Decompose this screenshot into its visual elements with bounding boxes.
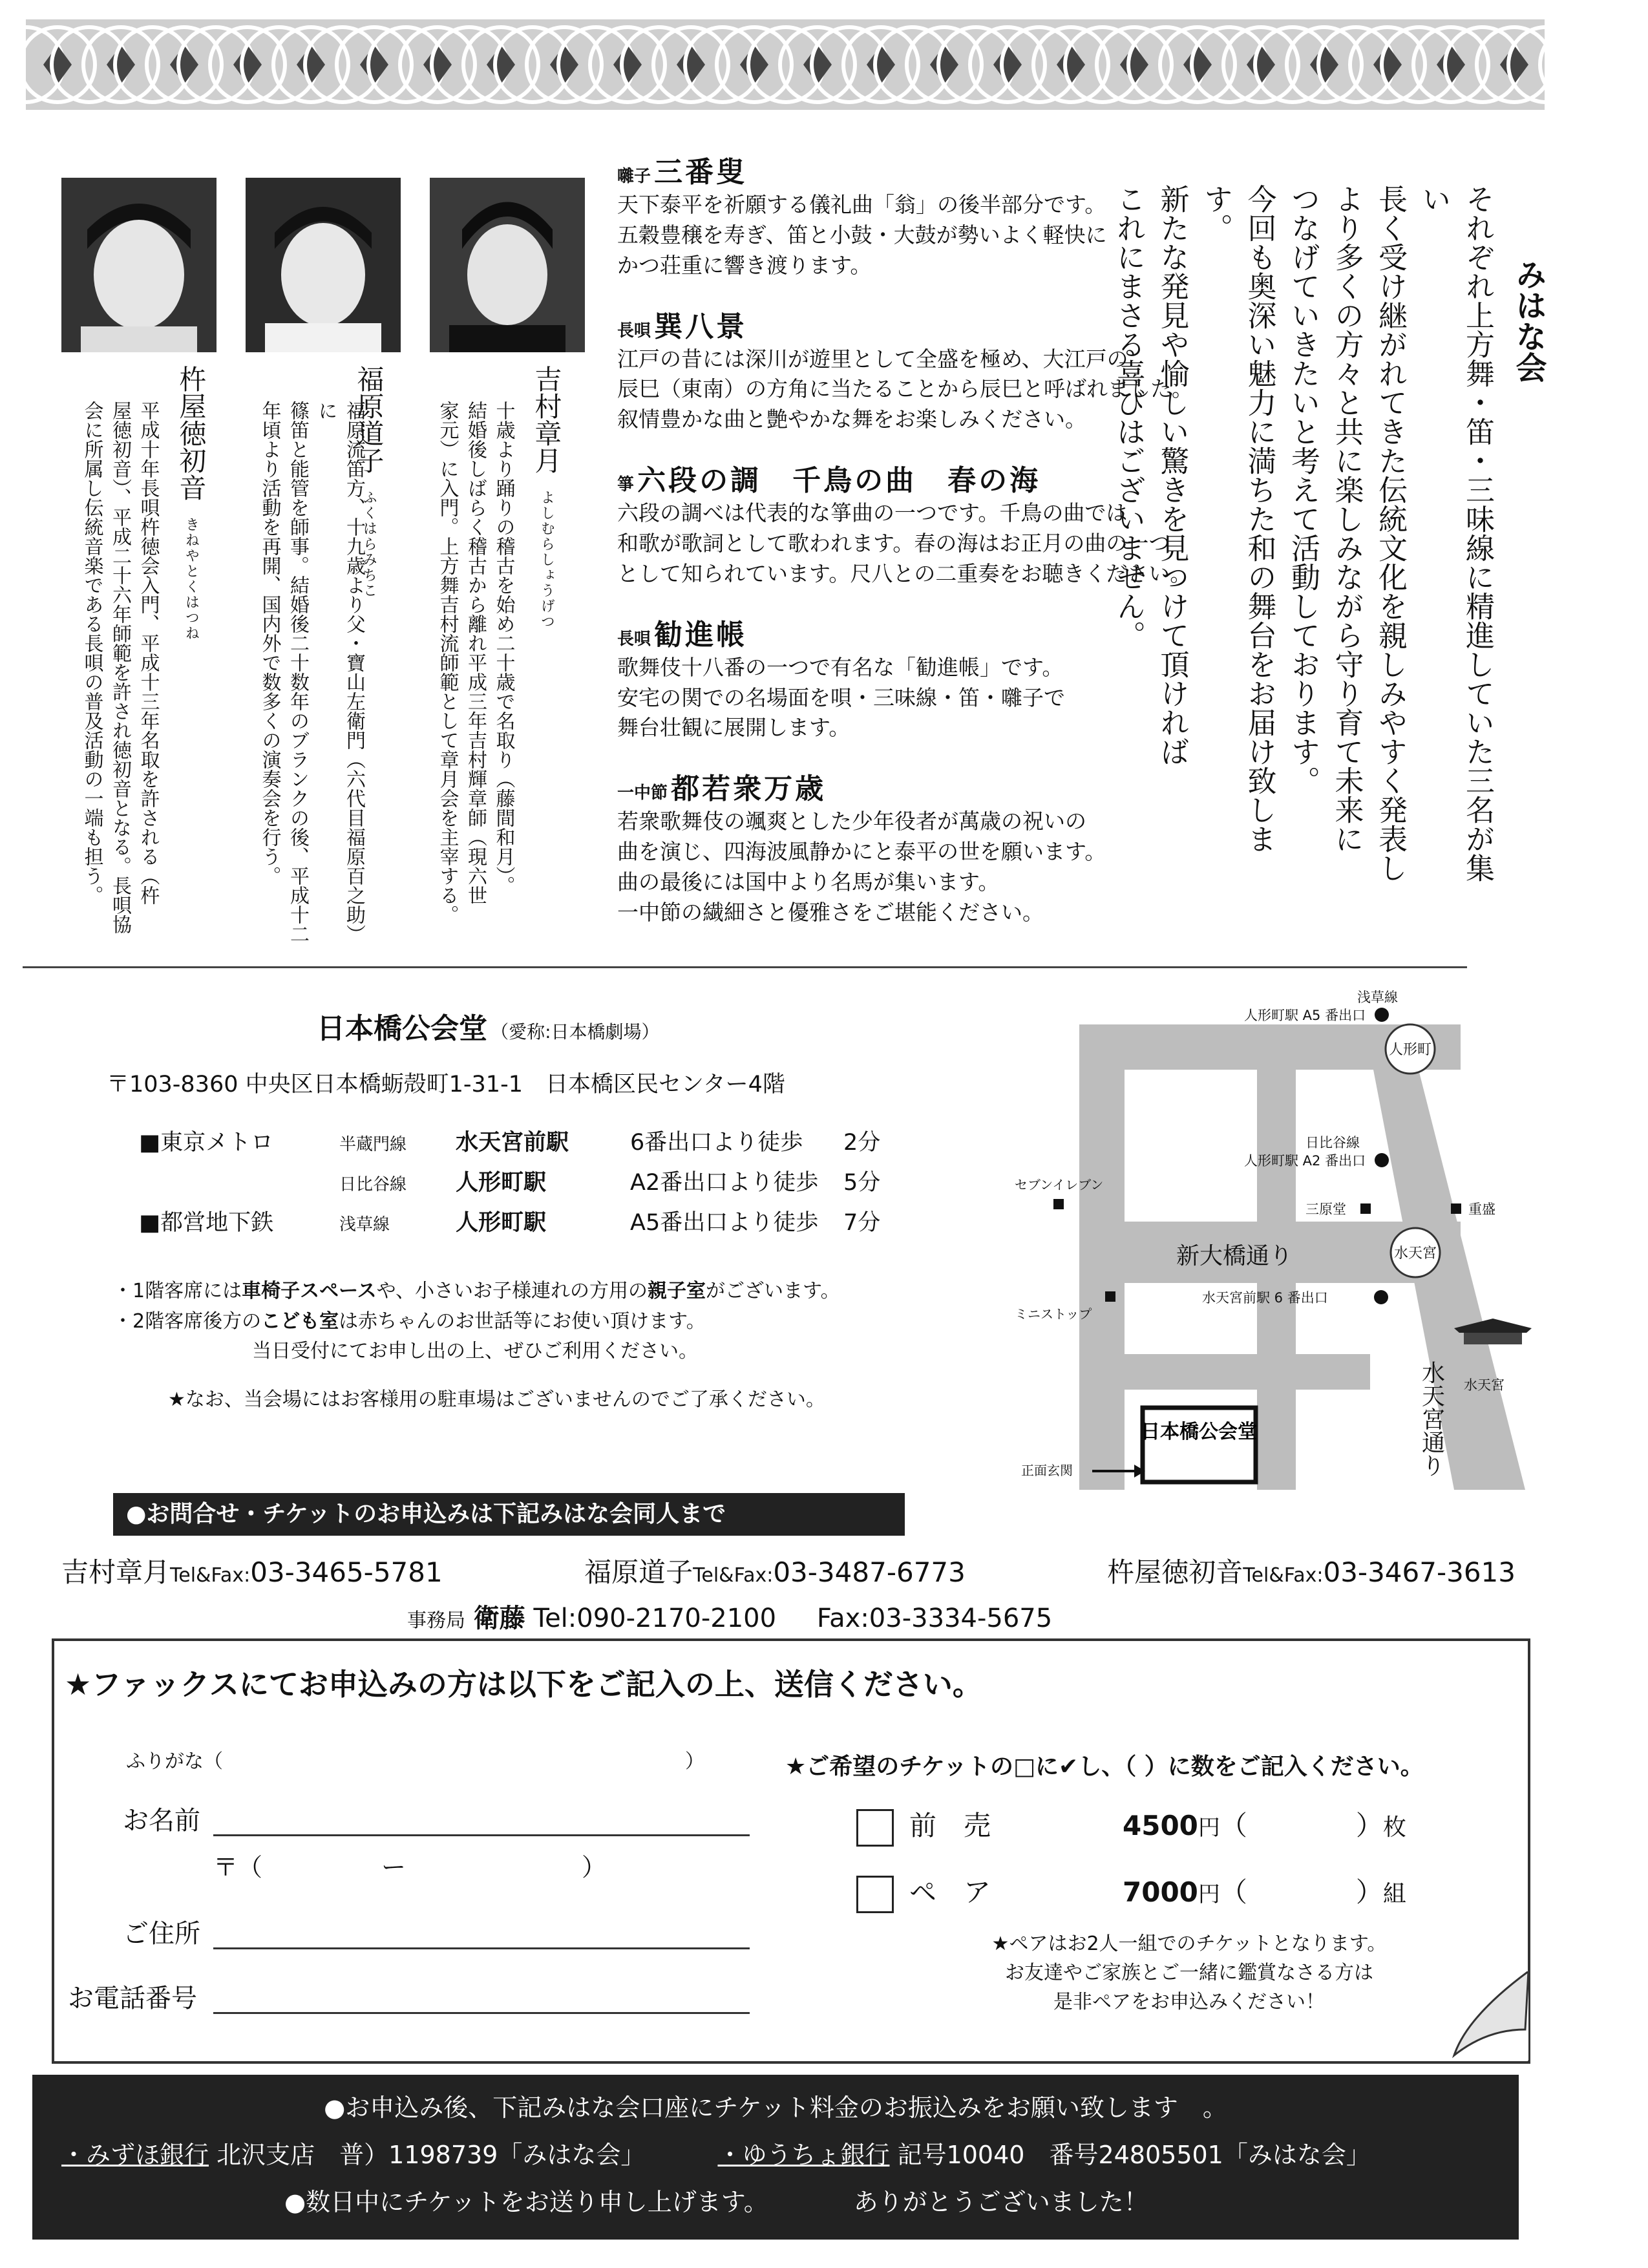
portrait-kineya bbox=[61, 178, 217, 352]
performer-reading: よしむらしょうげつ bbox=[538, 490, 555, 630]
address-label: ご住所 bbox=[123, 1919, 200, 1949]
minahakai-message: それぞれ上方舞・笛・三味線に精進していた三名が集い 長く受け継がれてきた伝統文化を親しみやすく発表し より多くの方々と共に楽しみながら守り育て未来に つなげていきたいと考えて活動しております。 今回も奥深い魅力に満ちた和の舞台をお届け致します。 新たな発見や愉しい驚きを見つけて頂ければ これにまさる喜びはございません。 bbox=[1112, 184, 1495, 882]
svg-text:水天宮: 水天宮 bbox=[1393, 1245, 1437, 1262]
performer-bio: 平成十年長唄杵徳会入門、平成十三年名取を許される（杵 屋徳初音）、平成二十六年師範を許され徳初音となる。長唄協 会に所属し伝統音楽である長唄の普及活動の一端も担う。 bbox=[80, 401, 160, 934]
portrait-yoshimura bbox=[430, 178, 585, 352]
store-marker bbox=[1053, 1199, 1064, 1209]
bank-accounts: ・みずほ銀行 北沢支店 普）1198739「みはな会」 ・ゆうちょ銀行 記号10040 番号24805501「みはな会」 bbox=[61, 2141, 1371, 2169]
program-title: 巽八景 bbox=[654, 310, 748, 343]
map-label: 日比谷線 bbox=[1305, 1135, 1360, 1150]
program-item: 箏 六段の調 千鳥の曲 春の海 六段の調べは代表的な箏曲の一つです。千鳥の曲では 和歌が歌詞として歌われます。春の海はお正月の曲の一つ として知られています。尺八との二重奏をお聴きください。 bbox=[617, 464, 1192, 586]
store-marker bbox=[1451, 1203, 1461, 1214]
hall-building bbox=[1141, 1408, 1257, 1482]
program-title: 勧進帳 bbox=[654, 618, 748, 652]
contact-people bbox=[61, 1551, 1516, 1590]
ticket-checkbox[interactable] bbox=[856, 1876, 894, 1913]
map-label: 人形町駅 A2 番出口 bbox=[1244, 1153, 1366, 1169]
map-label: セブンイレブン bbox=[1015, 1177, 1104, 1192]
road-label: 新大橋通り bbox=[1176, 1243, 1293, 1269]
contact-header: ●お問合せ・チケットのお申込みは下記みはな会同人まで bbox=[113, 1493, 905, 1536]
svg-text:人形町: 人形町 bbox=[1388, 1042, 1432, 1058]
program-item: 長唄 巽八景 江戸の昔には深川が遊里として全盛を極め、大江戸の 辰巳（東南）の方角に当たることから辰巳と呼ばれました。 叙情豊かな曲と艶やかな舞をお楽しみください。 bbox=[617, 310, 1193, 432]
access-row: ■東京メトロ 半蔵門線 水天宮前駅 6番出口より徒歩 2分 bbox=[139, 1130, 881, 1156]
divider bbox=[23, 966, 1467, 968]
ticket-row: 前 売 4500円（ ）枚 bbox=[856, 1794, 1406, 1860]
performer-name: 杵屋徳初音 bbox=[175, 365, 207, 501]
minahakai-title: みはな会 bbox=[1510, 259, 1547, 383]
map-label: 重盛 bbox=[1468, 1202, 1495, 1217]
contact-person: 吉村章月Tel&Fax:03-3465-5781 bbox=[61, 1556, 443, 1588]
map-label: 水天宮前駅 6 番出口 bbox=[1202, 1290, 1328, 1306]
program-item: 囃子 三番叟 天下泰平を祈願する儀礼曲「翁」の後半部分です。 五穀豊穣を寿ぎ、笛と小鼓・大鼓が勢いよく軽快に かつ荘重に響き渡ります。 bbox=[617, 156, 1107, 278]
access-row: 日比谷線 人形町駅 A2番出口より徒歩 5分 bbox=[339, 1170, 881, 1196]
station-exit-marker bbox=[1375, 1153, 1389, 1167]
map-label: 浅草線 bbox=[1357, 990, 1398, 1005]
access-row: ■都営地下鉄 浅草線 人形町駅 A5番出口より徒歩 7分 bbox=[139, 1210, 881, 1236]
header-pattern bbox=[26, 19, 1545, 110]
phone-field[interactable] bbox=[213, 2012, 750, 2014]
name-field[interactable] bbox=[213, 1834, 750, 1836]
portrait-fukuhara bbox=[246, 178, 401, 352]
performer-bio: 十歳より踊りの稽古を始め二十歳で名取り（藤間和月）。 結婚後しばらく稽古から離れ平成三年吉村輝章師（現六世 家元）に入門。上方舞吉村流師範として章月会を主宰する。 bbox=[436, 401, 515, 924]
contact-person: 福原道子Tel&Fax:03-3487-6773 bbox=[584, 1556, 966, 1588]
ticket-heading: ★ご希望のチケットの□に✔し、（ ）に数をご記入ください。 bbox=[785, 1754, 1424, 1780]
program-title: 都若衆万歳 bbox=[671, 772, 827, 806]
performer-bio: 福原流笛方、十九歳より父・寶山左衛門（六代目福原百之助）に 篠笛と能管を師事。結婚後二十数年のブランクの後、平成十二 年頃より活動を再開、国内外で数多くの演奏会を行う。 bbox=[258, 401, 365, 944]
ticket-options bbox=[856, 1794, 1406, 1927]
program-item: 長唄 勧進帳 歌舞伎十八番の一つで有名な「勧進帳」です。 安宅の関での名場面を唄・三味線・笛・囃子で 舞台壮観に展開します。 bbox=[617, 618, 1065, 741]
svg-text:水天宮: 水天宮 bbox=[1464, 1377, 1505, 1393]
map-label: ミニストップ bbox=[1015, 1306, 1092, 1322]
program-item: 一中節 都若衆万歳 若衆歌舞伎の颯爽とした少年役者が萬歳の祝いの 曲を演じ、四海波風静かにと泰平の世を願います。 曲の最後には国中より名馬が集います。 一中節の繊細さと優雅さをご堪能ください。 bbox=[617, 772, 1106, 925]
ticket-quantity[interactable]: （ ） bbox=[1220, 1810, 1383, 1841]
page-curl-icon bbox=[1441, 1971, 1528, 2062]
zip-label: 〒（ bbox=[213, 1853, 263, 1881]
ticket-checkbox[interactable] bbox=[856, 1809, 894, 1847]
phone-label: お電話番号 bbox=[68, 1984, 197, 2013]
road-label: 水天宮通り bbox=[1418, 1361, 1445, 1477]
performer-yoshimura bbox=[530, 365, 562, 947]
venue-map bbox=[1002, 976, 1545, 1532]
furigana-label: ふりがな（ bbox=[126, 1750, 223, 1773]
ticket-row: ペ ア 7000円（ ）組 bbox=[856, 1860, 1406, 1927]
performer-kineya bbox=[174, 365, 207, 947]
program-title: 六段の調 千鳥の曲 春の海 bbox=[637, 464, 1041, 498]
access-table bbox=[139, 1125, 947, 1245]
bank-info: ●お申込み後、下記みはな会口座にチケット料金のお振込みをお願い致します 。 ・みずほ銀行 北沢支店 普）1198739「みはな会」 ・ゆうちょ銀行 記号10040 番号24805501「みはな会」 ●数日中にチケットをお送り申し上げます。 ありがとうございました！ bbox=[32, 2075, 1519, 2240]
program-title: 三番叟 bbox=[654, 156, 748, 189]
performer-reading: きねやとくはつね bbox=[183, 517, 200, 642]
svg-text:日本橋公会堂: 日本橋公会堂 bbox=[1141, 1421, 1257, 1443]
performer-name: 福原道子 bbox=[353, 365, 385, 474]
map-label: 三原堂 bbox=[1305, 1202, 1346, 1217]
contact-office: 事務局 衛藤 Tel:090-2170-2100 Fax:03-3334-5675 bbox=[407, 1604, 1053, 1633]
form-heading: ★ファックスにてお申込みの方は以下をご記入の上、送信ください。 bbox=[65, 1667, 982, 1702]
performer-reading: ふくはらみちこ bbox=[361, 490, 377, 599]
contact-person: 杵屋徳初音Tel&Fax:03-3467-3613 bbox=[1107, 1556, 1516, 1588]
address-field[interactable] bbox=[213, 1947, 750, 1949]
pair-note: ★ペアはお2人一組でのチケットとなります。 お友達やご家族とご一緒に鑑賞なさる方は 是非ペアをお申込みください！ bbox=[991, 1933, 1387, 2013]
name-label: お名前 bbox=[123, 1806, 200, 1836]
station-exit-marker bbox=[1374, 1290, 1388, 1304]
store-marker bbox=[1360, 1203, 1371, 1214]
venue-address: 〒103-8360 中央区日本橋蛎殻町1-31-1 日本橋区民センター4階 bbox=[107, 1072, 785, 1097]
map-label: 正面玄関 bbox=[1021, 1463, 1073, 1478]
venue-notes: ・1階客席には車椅子スペースや、小さいお子様連れの方用の親子室がございます。 ・2階客席後方のこども室は赤ちゃんのお世話等にお使い頂けます。 当日受付にてお申し出の上、ぜひご利用ください。 ★なお、当会場にはお客様用の駐車場はございませんのでご了承ください。 bbox=[113, 1280, 840, 1411]
performer-name: 吉村章月 bbox=[531, 365, 563, 474]
station-exit-marker bbox=[1375, 1008, 1389, 1022]
store-marker bbox=[1105, 1291, 1115, 1302]
map-label: 人形町駅 A5 番出口 bbox=[1244, 1008, 1366, 1023]
ticket-quantity[interactable]: （ ） bbox=[1220, 1876, 1383, 1908]
venue-title: 日本橋公会堂 （愛称:日本橋劇場） bbox=[317, 1012, 660, 1045]
